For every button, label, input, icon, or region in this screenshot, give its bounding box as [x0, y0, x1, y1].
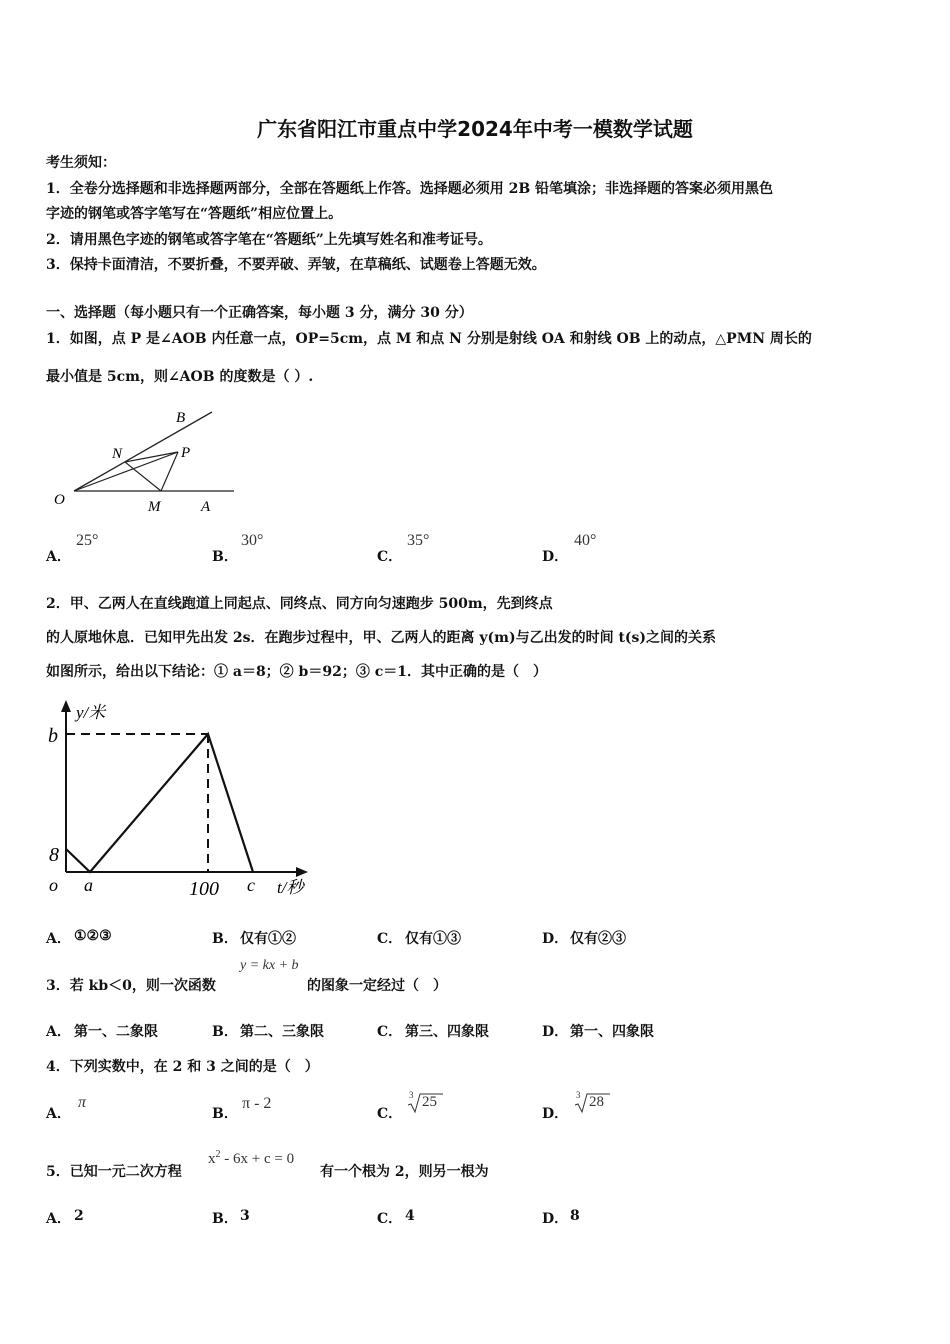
q2-option-c-letter[interactable]: C． [377, 931, 403, 947]
q2-option-b-value[interactable]: 仅有①② [240, 931, 296, 947]
q1-stem-line-2: 最小值是 5cm，则∠AOB 的度数是（ ）. [46, 369, 314, 385]
q3-option-d-letter[interactable]: D． [542, 1024, 569, 1040]
q2-option-a-letter[interactable]: A． [46, 931, 71, 947]
q3-formula: y = kx + b [240, 958, 299, 973]
q5-option-d-value[interactable]: 8 [570, 1208, 580, 1224]
q2-stem-line-2: 的人原地休息．已知甲先出发 2s．在跑步过程中，甲、乙两人的距离 y(m)与乙出发的时间 t(s)之间的关系 [46, 630, 717, 646]
label-p: P [181, 445, 191, 461]
q1-option-a-value[interactable]: 25° [76, 532, 99, 549]
notice-line-1b: 字迹的钢笔或答字笔写在“答题纸”相应位置上。 [46, 206, 343, 222]
q5-option-a-value[interactable]: 2 [74, 1208, 84, 1224]
q1-option-d-letter[interactable]: D． [542, 549, 569, 565]
q3-option-c-letter[interactable]: C． [377, 1024, 403, 1040]
notice-line-2: 2．请用黑色字迹的钢笔或答字笔在“答题纸”上先填写姓名和准考证号。 [46, 232, 492, 248]
q4-option-b-value[interactable]: π - 2 [242, 1095, 272, 1112]
q5-stem-pre: 5．已知一元二次方程 [46, 1164, 182, 1180]
q3-option-b-letter[interactable]: B． [212, 1024, 238, 1040]
q3-option-a-letter[interactable]: A． [46, 1024, 71, 1040]
ray-ob [74, 412, 212, 491]
notice-line-1a: 1．全卷分选择题和非选择题两部分，全部在答题纸上作答。选择题必须用 2B 铅笔填涂；非选择题的答案必须用黑色 [46, 181, 774, 197]
q5-option-b-value[interactable]: 3 [240, 1208, 250, 1224]
q4-option-c-radical[interactable] [407, 1090, 443, 1116]
q3-stem-pre: 3．若 kb＜0，则一次函数 [46, 978, 216, 994]
origin-label: o [49, 875, 58, 895]
q5-option-d-letter[interactable]: D． [542, 1211, 569, 1227]
eq-x: x [208, 1151, 216, 1167]
q1-option-b-letter[interactable]: B． [212, 549, 238, 565]
q2-option-c-value[interactable]: 仅有①③ [405, 931, 461, 947]
q1-option-d-value[interactable]: 40° [574, 532, 597, 549]
q4-option-a-value[interactable]: π [78, 1094, 87, 1111]
q1-option-b-value[interactable]: 30° [241, 532, 264, 549]
q5-option-b-letter[interactable]: B． [212, 1211, 238, 1227]
tick-label-100: 100 [189, 878, 219, 900]
section-heading: 一、选择题（每小题只有一个正确答案，每小题 3 分，满分 30 分） [46, 305, 473, 321]
q2-option-d-value[interactable]: 仅有②③ [570, 931, 626, 947]
q5-option-c-letter[interactable]: C． [377, 1211, 403, 1227]
q2-distance-graph [44, 698, 324, 902]
label-o: O [54, 492, 65, 508]
radical-index: 3 [576, 1090, 581, 1100]
label-a: A [201, 499, 211, 515]
q1-option-c-letter[interactable]: C． [377, 549, 403, 565]
radicand: 25 [422, 1094, 437, 1110]
q3-option-b-value[interactable]: 第二、三象限 [240, 1024, 324, 1040]
q5-option-a-letter[interactable]: A． [46, 1211, 71, 1227]
tick-label-b: b [48, 725, 58, 747]
radical-index: 3 [409, 1090, 414, 1100]
label-m: M [148, 499, 161, 515]
q1-stem-line-1: 1．如图，点 P 是∠AOB 内任意一点，OP=5cm，点 M 和点 N 分别是射线 OA 和射线 OB 上的动点，△PMN 周长的 [46, 331, 812, 347]
q2-stem-line-1: 2．甲、乙两人在直线跑道上同起点、同终点、同方向匀速跑步 500m，先到终点 [46, 596, 553, 612]
tick-label-a: a [84, 875, 93, 895]
y-axis-label: y/米 [76, 703, 106, 722]
q5-equation [208, 1149, 294, 1168]
q1-angle-figure [44, 404, 244, 516]
label-n: N [112, 446, 123, 462]
segment-op [74, 452, 178, 491]
q2-option-d-letter[interactable]: D． [542, 931, 569, 947]
tick-label-8: 8 [49, 844, 59, 866]
q4-option-d-radical[interactable] [574, 1090, 610, 1116]
q4-option-a-letter[interactable]: A． [46, 1106, 71, 1122]
notice-line-3: 3．保持卡面清洁，不要折叠，不要弄破、弄皱，在草稿纸、试题卷上答题无效。 [46, 257, 546, 273]
eq-exponent: 2 [215, 1149, 221, 1160]
notice-heading: 考生须知： [46, 155, 116, 171]
q5-stem-post: 有一个根为 2，则另一根为 [320, 1164, 489, 1180]
q1-option-a-letter[interactable]: A． [46, 549, 71, 565]
q4-option-d-letter[interactable]: D． [542, 1106, 569, 1122]
q3-stem-post: 的图象一定经过（ ） [307, 978, 447, 994]
segment-nm [125, 462, 161, 491]
x-axis-label: t/秒 [277, 878, 304, 897]
y-axis-arrow [61, 700, 71, 712]
x-axis-arrow [296, 867, 308, 877]
page-title: 广东省阳江市重点中学2024年中考一模数学试题 [257, 117, 693, 141]
distance-polyline [66, 734, 253, 872]
label-b: B [176, 410, 186, 426]
q4-stem: 4．下列实数中，在 2 和 3 之间的是（ ） [46, 1059, 319, 1075]
eq-rest: - 6x + c = 0 [220, 1151, 295, 1167]
q3-option-a-value[interactable]: 第一、二象限 [74, 1024, 158, 1040]
q3-option-d-value[interactable]: 第一、四象限 [570, 1024, 654, 1040]
q2-option-b-letter[interactable]: B． [212, 931, 238, 947]
q3-option-c-value[interactable]: 第三、四象限 [405, 1024, 489, 1040]
q2-stem-line-3: 如图所示，给出以下结论：① a＝8；② b＝92；③ c＝1．其中正确的是（ ） [46, 664, 547, 680]
q5-option-c-value[interactable]: 4 [405, 1208, 415, 1224]
q4-option-b-letter[interactable]: B． [212, 1106, 238, 1122]
q1-option-c-value[interactable]: 35° [407, 532, 430, 549]
tick-label-c: c [247, 875, 255, 895]
q2-option-a-value[interactable]: ①②③ [74, 928, 112, 944]
q4-option-c-letter[interactable]: C． [377, 1106, 403, 1122]
radicand: 28 [589, 1094, 604, 1110]
